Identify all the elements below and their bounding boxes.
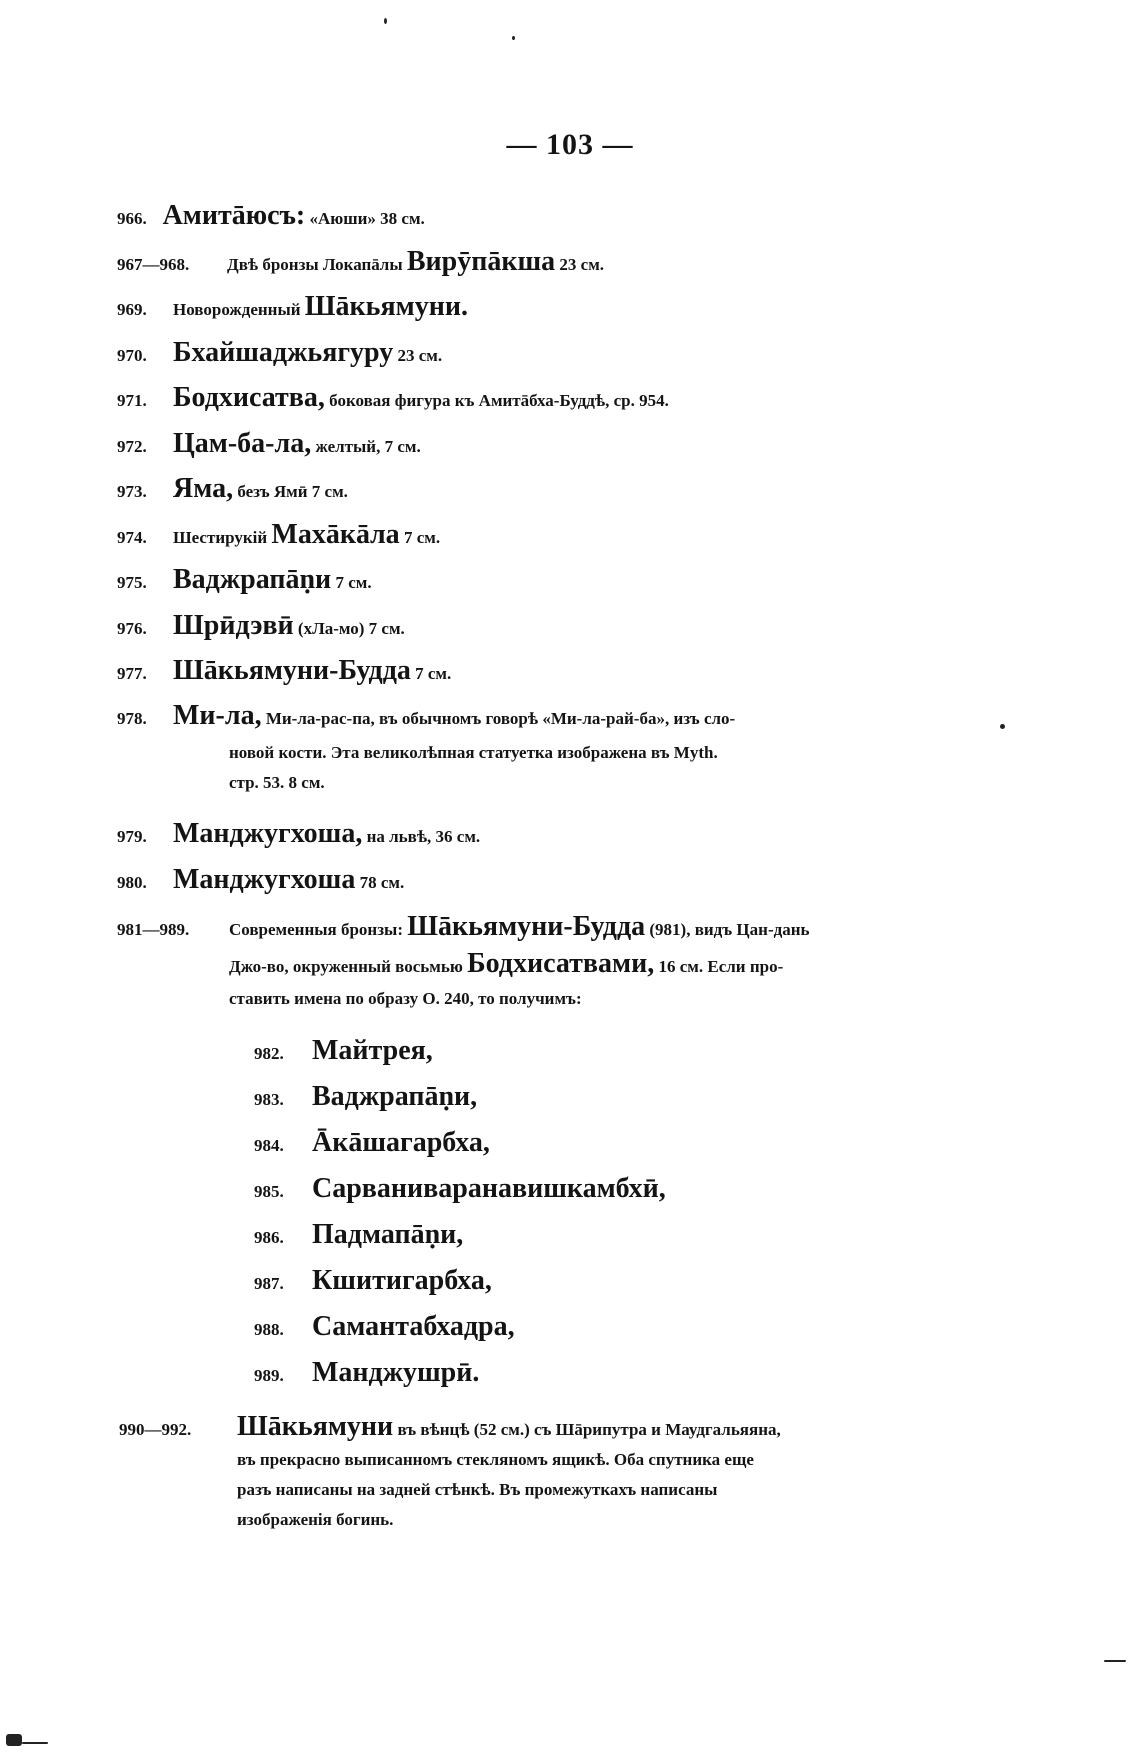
entry-972 xyxy=(117,428,421,460)
sub-item-name: Сарваниваранавишкамбхӣ, xyxy=(312,1173,666,1204)
entry-971 xyxy=(117,382,669,414)
entry-number: 978. xyxy=(117,709,147,728)
sub-item-983 xyxy=(254,1081,477,1113)
entry-number: 990—992. xyxy=(119,1420,192,1439)
entry-973 xyxy=(117,473,348,505)
entry-prefix: Новорожденный xyxy=(173,300,305,319)
entry-978 xyxy=(117,700,735,732)
entry-966 xyxy=(117,200,425,232)
entry-name: Амитāюсъ: xyxy=(162,200,306,231)
entry-number: 973. xyxy=(117,482,147,501)
sub-item-982 xyxy=(254,1035,433,1067)
entry-number: 975. xyxy=(117,573,147,592)
entry-note: 7 см. xyxy=(399,528,441,547)
entry-note: «Аюши» 38 см. xyxy=(305,209,425,228)
sub-item-number: 984. xyxy=(254,1136,284,1155)
entry-line: изображенія богинь. xyxy=(237,1510,394,1529)
sub-item-name: Падмапāṇи, xyxy=(312,1219,464,1250)
entry-979 xyxy=(117,818,480,850)
sub-item-number: 986. xyxy=(254,1228,284,1247)
scan-speck xyxy=(1000,724,1005,729)
page-number: — 103 — xyxy=(506,128,634,161)
entry-number: 969. xyxy=(117,300,147,319)
entry-name: Яма, xyxy=(173,473,234,504)
sub-item-name: Кшитигарбха, xyxy=(312,1265,492,1296)
entry-967-968 xyxy=(117,246,604,278)
entry-981-989 xyxy=(117,912,810,1014)
entry-number: 976. xyxy=(117,619,147,638)
entry-line: въ прекрасно выписанномъ стекляномъ ящикѣ. Оба спутника еще xyxy=(237,1450,754,1469)
sub-item-number: 982. xyxy=(254,1044,284,1063)
entry-name: Вирӯпāкша xyxy=(406,246,556,277)
scan-speck xyxy=(6,1734,22,1746)
entry-number: 979. xyxy=(117,827,147,846)
entry-text: Современныя бронзы: xyxy=(229,920,408,939)
entry-note: боковая фигура къ Амитāбха-Буддѣ, ср. 954. xyxy=(324,391,669,410)
entry-note: 7 см. xyxy=(331,573,372,592)
sub-item-name: Ваджрапāṇи, xyxy=(312,1081,478,1112)
entry-line: новой кости. Эта великолѣпная статуетка изображена въ Myth. xyxy=(229,743,718,762)
entry-text: въ вѣнцѣ (52 см.) съ Шāрипутра и Маудгальяяна, xyxy=(393,1420,781,1439)
entry-prefix: Двѣ бронзы Локапāлы xyxy=(227,255,407,274)
entry-note: желтый, 7 см. xyxy=(311,437,421,456)
sub-item-name: Майтрея, xyxy=(312,1035,433,1066)
entry-note: на львѣ, 36 см. xyxy=(362,827,481,846)
entry-name: Ваджрапāṇи xyxy=(173,564,332,595)
entry-number: 971. xyxy=(117,391,147,410)
scan-speck xyxy=(512,36,515,40)
sub-item-number: 989. xyxy=(254,1366,284,1385)
sub-item-989 xyxy=(254,1357,479,1389)
sub-item-name: Āкāшагарбха, xyxy=(312,1127,490,1158)
entry-978-continuation xyxy=(229,738,718,798)
entry-prefix: Шестирукій xyxy=(173,528,272,547)
entry-976 xyxy=(117,610,405,642)
entry-name: Махāкāла xyxy=(271,519,400,550)
entry-text: 16 см. Если про- xyxy=(654,957,784,976)
sub-item-987 xyxy=(254,1265,492,1297)
entry-980 xyxy=(117,864,404,896)
entry-name: Манджугхоша, xyxy=(173,818,363,849)
sub-item-985 xyxy=(254,1173,666,1205)
sub-item-number: 983. xyxy=(254,1090,284,1109)
scan-speck xyxy=(384,18,387,24)
entry-note: 23 см. xyxy=(555,255,605,274)
entry-number: 981—989. xyxy=(117,920,190,939)
entry-number: 967—968. xyxy=(117,255,190,274)
entry-969 xyxy=(117,291,468,323)
entry-line: Ми-ла-рас-па, въ обычномъ говорѣ «Ми-ла-рай-ба», изъ сло- xyxy=(261,709,736,728)
entry-name: Ми-ла, xyxy=(173,700,262,731)
sub-item-986 xyxy=(254,1219,463,1251)
entry-text: Джо-во, окруженный восьмью xyxy=(229,957,468,976)
entry-number: 974. xyxy=(117,528,147,547)
entry-line xyxy=(119,1412,781,1445)
sub-item-number: 988. xyxy=(254,1320,284,1339)
entry-name: Шāкьямуни-Будда xyxy=(407,911,646,942)
sub-item-name: Самантабхадра, xyxy=(312,1311,515,1342)
entry-number: 970. xyxy=(117,346,147,365)
entry-note: 7 см. xyxy=(410,664,452,683)
entry-name: Шрӣдэвӣ xyxy=(173,610,294,641)
sub-item-988 xyxy=(254,1311,515,1343)
entry-note: 78 см. xyxy=(355,873,405,892)
sub-item-number: 987. xyxy=(254,1274,284,1293)
entry-line: стр. 53. 8 см. xyxy=(229,773,325,792)
entry-990-992 xyxy=(119,1412,781,1535)
entry-975 xyxy=(117,564,372,596)
entry-line: ставить имена по образу О. 240, то получимъ: xyxy=(229,989,582,1008)
entry-text: (981), видъ Цан-дань xyxy=(645,920,810,939)
sub-item-984 xyxy=(254,1127,490,1159)
entry-name: Бодхисатва, xyxy=(173,382,325,413)
sub-item-name: Манджушрӣ. xyxy=(312,1357,480,1388)
entry-name: Шāкьямуни-Будда xyxy=(173,655,411,686)
entry-line: разъ написаны на задней стѣнкѣ. Въ промежуткахъ написаны xyxy=(237,1480,718,1499)
entry-name: Шāкьямуни. xyxy=(304,291,468,322)
entry-name: Шāкьямуни xyxy=(237,1411,394,1442)
entry-note: безъ Ямӣ 7 см. xyxy=(233,482,348,501)
entry-970 xyxy=(117,337,442,369)
entry-name: Бодхисатвами, xyxy=(467,948,655,979)
entry-977 xyxy=(117,655,451,687)
entry-name: Манджугхоша xyxy=(173,864,356,895)
entry-note: 23 см. xyxy=(393,346,443,365)
entry-number: 972. xyxy=(117,437,147,456)
entry-name: Бхайшаджьягуру xyxy=(173,337,394,368)
entry-number: 977. xyxy=(117,664,147,683)
scan-speck xyxy=(22,1742,48,1744)
entry-note: (хЛа-мо) 7 см. xyxy=(293,619,405,638)
entry-974 xyxy=(117,519,440,551)
entry-number: 980. xyxy=(117,873,147,892)
entry-name: Цам-ба-ла, xyxy=(173,428,312,459)
scan-speck xyxy=(1104,1660,1126,1662)
entry-number: 966. xyxy=(117,209,147,228)
entry-line xyxy=(117,912,810,945)
sub-item-number: 985. xyxy=(254,1182,284,1201)
entry-line xyxy=(117,949,810,982)
